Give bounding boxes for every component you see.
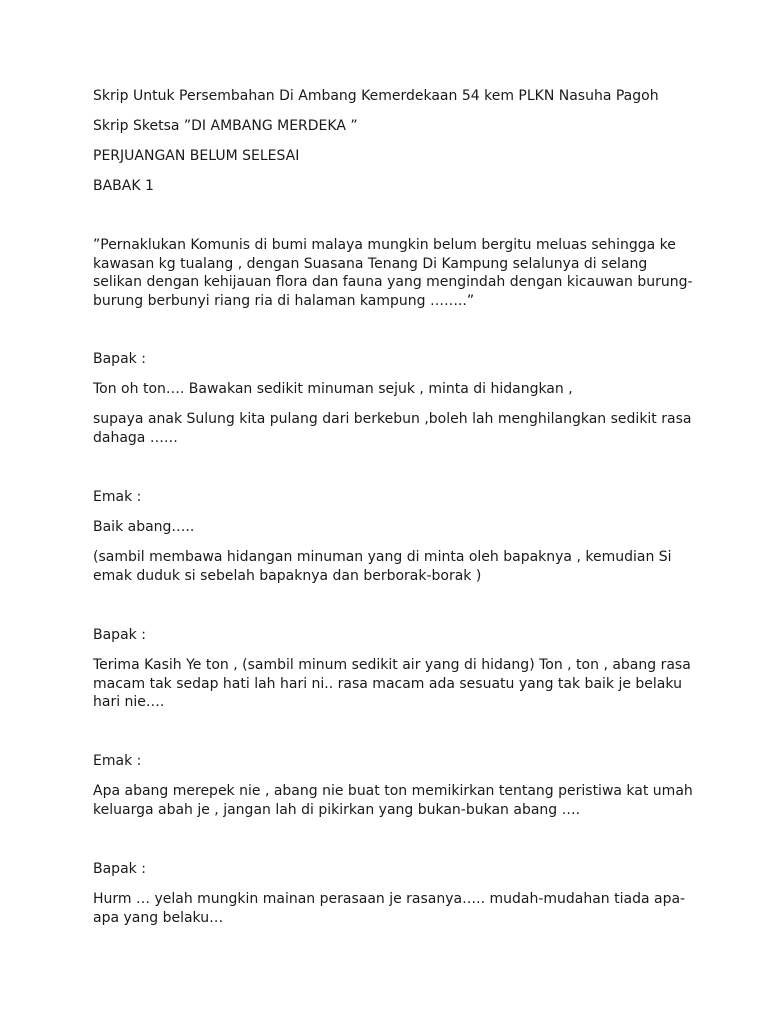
sketch-title: Skrip Sketsa ”DI AMBANG MERDEKA ” — [93, 118, 358, 134]
dialogue-line: Terima Kasih Ye ton , (sambil minum sedikit air yang di hidang) Ton , ton , abang rasa macam tak sedap hati lah hari ni.. rasa macam ada sesuatu yang tak baik je belaku hari nie…. — [93, 657, 691, 710]
dialogue-line: Apa abang merepek nie , abang nie buat ton memikirkan tentang peristiwa kat umah keluarga abah je , jangan lah di pikirkan yang bukan-bukan abang …. — [93, 783, 693, 818]
speaker-label: Emak : — [93, 753, 142, 769]
dialogue-line: supaya anak Sulung kita pulang dari berkebun ,boleh lah menghilangkan sedikit rasa dahaga …… — [93, 411, 692, 446]
speaker-label: Bapak : — [93, 627, 146, 643]
speaker-label: Bapak : — [93, 351, 146, 367]
stage-direction: (sambil membawa hidangan minuman yang di minta oleh bapaknya , kemudian Si emak duduk si sebelah bapaknya dan berborak-borak ) — [93, 549, 672, 584]
speaker-label: Bapak : — [93, 861, 146, 877]
document-subtitle: PERJUANGAN BELUM SELESAI — [93, 148, 300, 164]
narration-paragraph: ”Pernaklukan Komunis di bumi malaya mungkin belum bergitu meluas sehingga ke kawasan kg tualang , dengan Suasana Tenang Di Kampung selalunya di selang selikan dengan kehijauan flora dan fauna yang mengindah dengan kicauwan burung-burung berbunyi riang ria di halaman kampung ……..” — [93, 237, 693, 309]
dialogue-line: Ton oh ton…. Bawakan sedikit minuman sejuk , minta di hidangkan , — [93, 381, 573, 397]
dialogue-line: Baik abang….. — [93, 519, 195, 535]
scene-heading: BABAK 1 — [93, 178, 154, 194]
document-title: Skrip Untuk Persembahan Di Ambang Kemerdekaan 54 kem PLKN Nasuha Pagoh — [93, 88, 659, 104]
dialogue-line: Hurm … yelah mungkin mainan perasaan je rasanya….. mudah-mudahan tiada apa-apa yang belaku… — [93, 891, 686, 926]
speaker-label: Emak : — [93, 489, 142, 505]
